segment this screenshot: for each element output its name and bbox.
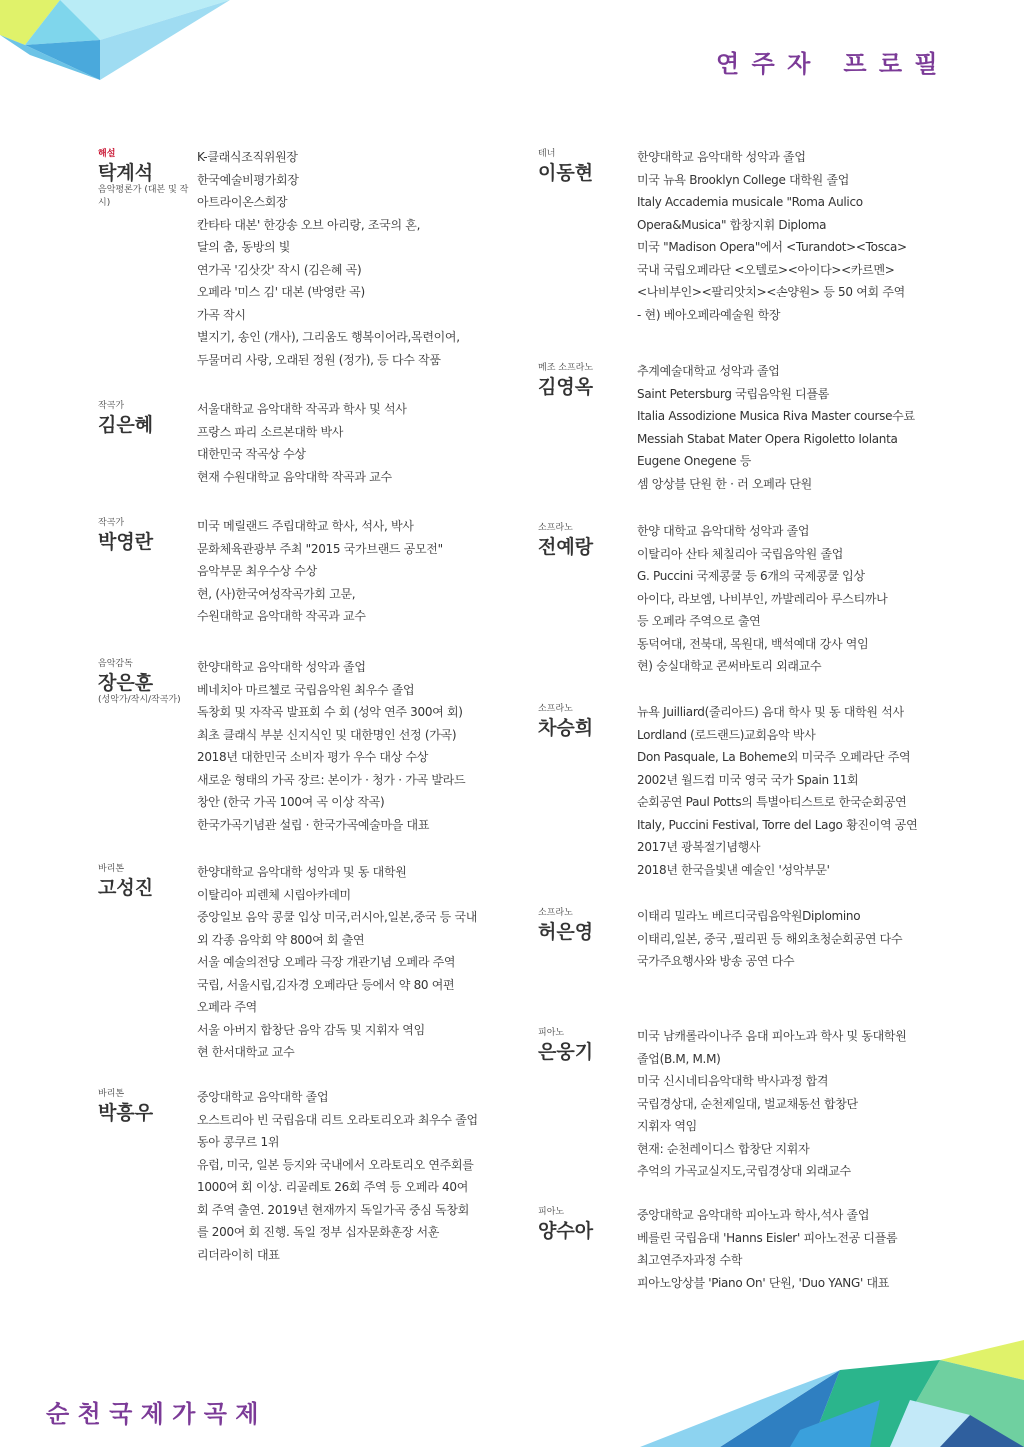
profile-detail: 국가주요행사와 방송 공연 다수: [637, 954, 795, 968]
profile-role: 피아노: [538, 1028, 565, 1038]
profile-detail: 한양대학교 음악대학 성악과 졸업: [637, 150, 806, 164]
profile-detail: 순회공연 Paul Potts의 특별아티스트로 한국순회공연: [637, 795, 907, 809]
profile-detail: 리더라이히 대표: [197, 1247, 280, 1262]
profile-detail: 미국 뉴욕 Brooklyn College 대학원 졸업: [637, 172, 850, 187]
profile-detail: Messiah Stabat Mater Opera Rigoletto Iolanta: [637, 431, 898, 446]
profile-detail: Italy, Puccini Festival, Torre del Lago 황진이역 공연: [637, 817, 918, 832]
profile-details: [637, 360, 1024, 495]
profile-name: 양수아: [538, 1220, 594, 1242]
profile-detail: 미국 "Madison Opera"에서 <Turandot><Tosca>: [637, 240, 907, 254]
profile-role: 메조 소프라노: [538, 363, 594, 373]
profile-detail: 최초 클래식 부분 신지식인 및 대한명인 선정 (가곡): [197, 727, 457, 742]
profile-details: [637, 1025, 1024, 1183]
footer-festival-title: 순 천 국 제 가 곡 제: [46, 1400, 259, 1428]
profile-detail: 최고연주자과정 수학: [637, 1253, 743, 1267]
profile-detail: K-클래식조직위원장: [197, 150, 298, 164]
profile-detail: 한국예술비평가회장: [197, 172, 299, 187]
profile-detail: 등 오페라 주역으로 출연: [637, 614, 761, 628]
profile-detail: 오스트리아 빈 국립음대 리트 오라토리오과 최우수 졸업: [197, 1112, 478, 1127]
profile-detail: 현재 수원대학교 음악대학 작곡과 교수: [197, 469, 392, 484]
profile-details: [197, 515, 587, 628]
profile-name: 김은혜: [98, 414, 154, 436]
profile-detail: 서울대학교 음악대학 작곡과 학사 및 석사: [197, 402, 407, 416]
profile-detail: 창안 (한국 가곡 100여 곡 이상 작곡): [197, 795, 385, 809]
profile-role: 해설: [98, 149, 116, 159]
profile-role: 피아노: [538, 1207, 565, 1217]
profile-detail: 국내 국립오페라단 <오텔로><아이다><카르멘>: [637, 262, 895, 277]
profile-detail: 오페라 '미스 김' 대본 (박영란 곡): [197, 285, 365, 299]
profile-details: [637, 146, 1024, 326]
profile-details: [197, 861, 587, 1064]
profile-detail: 셈 앙상블 단원 한 · 러 오페라 단원: [637, 476, 812, 491]
profile-detail: 외 각종 음악회 약 800여 회 출연: [197, 932, 365, 947]
profile-role: 소프라노: [538, 523, 573, 533]
profile-name: 탁계석: [98, 162, 154, 184]
profile-detail: Italia Assodizione Musica Riva Master course수료: [637, 409, 915, 423]
profile-detail: 칸타타 대본' 한강송 오브 아리랑, 조국의 혼,: [197, 217, 421, 232]
profile-detail: 문화체육관광부 주최 "2015 국가브랜드 공모전": [197, 541, 443, 556]
profile-detail: 두물머리 사랑, 오래된 정원 (정가), 등 다수 작품: [197, 352, 441, 367]
profile-detail: 회 주역 출연. 2019년 현재까지 독일가곡 중심 독창회: [197, 1202, 470, 1217]
profile-detail: 한국가곡기념관 설립 · 한국가곡예술마을 대표: [197, 817, 430, 832]
profile-detail: 서울 아버지 합창단 음악 감독 및 지휘자 역임: [197, 1022, 425, 1037]
profile-details: [637, 701, 1024, 881]
right-profile-column: [538, 0, 1018, 1447]
profile-detail: 중앙대학교 음악대학 졸업: [197, 1090, 329, 1104]
profile-name: 장은훈: [98, 672, 154, 694]
profile-name: 김영옥: [538, 376, 594, 398]
left-profile-column: [98, 0, 578, 1447]
profile-details: [197, 146, 587, 371]
profile-name: 허은영: [538, 921, 594, 943]
profile-name: 은웅기: [538, 1041, 594, 1063]
profile-details: [637, 1204, 1024, 1294]
profile-subtitle: 음악평론가 (대본 및 작시): [98, 185, 189, 208]
profile-details: [197, 656, 587, 836]
profile-detail: 2018년 대한민국 소비자 평가 우수 대상 수상: [197, 750, 429, 764]
profile-role: 테너: [538, 149, 556, 159]
profile-detail: 2017년 광복절기념행사: [637, 840, 761, 854]
profile-role: 소프라노: [538, 704, 573, 714]
profile-detail: 별지기, 송인 (개사), 그리움도 행복이어라,목련이여,: [197, 330, 460, 344]
profile-detail: 현재: 순천레이디스 합창단 지휘자: [637, 1141, 810, 1156]
profile-detail: 미국 남캐롤라이나주 음대 피아노과 학사 및 동대학원: [637, 1029, 907, 1043]
profile-detail: 2018년 한국을빛낸 예술인 '성악부문': [637, 862, 830, 877]
profile-detail: 추계예술대학교 성악과 졸업: [637, 364, 780, 378]
profile-detail: 프랑스 파리 소르본대학 박사: [197, 424, 344, 439]
profile-detail: 이탈리아 산타 체칠리아 국립음악원 졸업: [637, 546, 844, 561]
profile-detail: 베를린 국립음대 'Hanns Eisler' 피아노전공 디플롬: [637, 1230, 898, 1245]
profile-detail: 현, (사)한국여성작곡가회 고문,: [197, 586, 356, 601]
profile-detail: 동덕여대, 전북대, 목원대, 백석예대 강사 역임: [637, 636, 869, 651]
profile-detail: 아이다, 라보엠, 나비부인, 까발레리아 루스티까나: [637, 591, 888, 606]
profile-detail: 2002년 월드컵 미국 영국 국가 Spain 11회: [637, 772, 859, 787]
profile-detail: 국립경상대, 순천제일대, 벌교채동선 합창단: [637, 1096, 858, 1111]
profile-subtitle: (성악가/작시/작곡가): [98, 695, 181, 705]
profile-role: 작곡가: [98, 401, 125, 411]
profile-name: 차승희: [538, 717, 594, 739]
profile-detail: 현 한서대학교 교수: [197, 1045, 295, 1059]
profile-name: 박흥우: [98, 1102, 154, 1124]
profile-detail: 연가곡 '김삿갓' 작시 (김은혜 곡): [197, 262, 362, 277]
profile-detail: 이태리,일본, 중국 ,필리핀 등 해외초청순회공연 다수: [637, 931, 903, 946]
profile-name: 전예랑: [538, 536, 594, 558]
profile-role: 바리톤: [98, 1089, 125, 1099]
profile-name: 고성진: [98, 877, 154, 899]
profile-detail: 1000여 회 이상. 리골레토 26회 주역 등 오페라 40여: [197, 1180, 468, 1194]
profile-detail: 이탈리아 피렌체 시립아카데미: [197, 887, 351, 902]
profile-detail: 대한민국 작곡상 수상: [197, 447, 306, 461]
profile-name: 이동현: [538, 162, 594, 184]
profile-detail: 오페라 주역: [197, 1000, 257, 1014]
profile-detail: Opera&Musica" 합창지휘 Diploma: [637, 217, 827, 232]
profile-detail: 한양대학교 음악대학 성악과 및 동 대학원: [197, 865, 407, 879]
profile-detail: 음악부문 최우수상 수상: [197, 564, 317, 578]
profile-detail: - 현) 베아오페라예술원 학장: [637, 307, 781, 322]
profile-detail: 현) 숭실대학교 콘써바토리 외래교수: [637, 659, 822, 673]
page-title: 연 주 자 프 로 필: [716, 50, 940, 78]
profile-detail: 피아노앙상블 'Piano On' 단원, 'Duo YANG' 대표: [637, 1275, 890, 1290]
profile-detail: 미국 메릴랜드 주립대학교 학사, 석사, 박사: [197, 519, 414, 533]
profile-detail: 달의 춤, 동방의 빛: [197, 240, 291, 254]
profile-detail: 서울 예술의전당 오페라 극장 개관기념 오페라 주역: [197, 955, 456, 969]
profile-role: 음악감독: [98, 659, 133, 669]
profile-detail: 중앙일보 음악 콩쿨 입상 미국,러시아,일본,중국 등 국내: [197, 910, 478, 924]
profile-detail: Don Pasquale, La Boheme외 미국주 오페라단 주역: [637, 750, 911, 764]
profile-detail: 가곡 작시: [197, 307, 246, 322]
profile-detail: 를 200여 회 진행. 독일 정부 십자문화훈장 서훈: [197, 1225, 440, 1239]
profile-detail: 추억의 가곡교실지도,국립경상대 외래교수: [637, 1164, 851, 1178]
profile-role: 바리톤: [98, 864, 125, 874]
profile-detail: 이태리 밀라노 베르디국립음악원Diplomino: [637, 909, 861, 923]
profile-detail: <나비부인><팔리앗치><손양원> 등 50 여회 주역: [637, 285, 905, 299]
profile-detail: 중앙대학교 음악대학 피아노과 학사,석사 졸업: [637, 1208, 870, 1222]
profile-detail: 동아 콩쿠르 1위: [197, 1135, 280, 1149]
profile-detail: 졸업(B.M, M.M): [637, 1051, 721, 1066]
profile-detail: 지휘자 역임: [637, 1119, 697, 1133]
profile-detail: 새로운 형태의 가곡 장르: 본이가 · 청가 · 가곡 발라드: [197, 772, 466, 787]
profile-detail: 미국 신시네티음악대학 박사과정 합격: [637, 1074, 829, 1088]
profile-role: 작곡가: [98, 518, 125, 528]
profile-details: [197, 1086, 587, 1266]
profile-detail: 유럽, 미국, 일본 등지와 국내에서 오라토리오 연주회를: [197, 1157, 474, 1172]
profile-detail: Saint Petersburg 국립음악원 디플롬: [637, 386, 830, 401]
profile-detail: 한양대학교 음악대학 성악과 졸업: [197, 660, 366, 674]
profile-detail: G. Puccini 국제콩쿨 등 6개의 국제콩쿨 입상: [637, 569, 865, 583]
profile-detail: 한양 대학교 음악대학 성악과 졸업: [637, 524, 810, 538]
profile-detail: 베네치아 마르첼로 국립음악원 최우수 졸업: [197, 682, 415, 697]
profile-name: 박영란: [98, 531, 154, 553]
profile-details: [197, 398, 587, 488]
profile-detail: Italy Accademia musicale "Roma Aulico: [637, 195, 863, 209]
profile-detail: Eugene Onegene 등: [637, 454, 752, 468]
profile-detail: 국립, 서울시립,김자경 오페라단 등에서 약 80 여편: [197, 977, 455, 992]
profile-details: [637, 905, 1024, 973]
profile-details: [637, 520, 1024, 678]
profile-detail: 아트라이온스회장: [197, 195, 288, 209]
profile-detail: 독창회 및 자작곡 발표회 수 회 (성악 연주 300여 회): [197, 705, 463, 719]
profile-role: 소프라노: [538, 908, 573, 918]
profile-detail: 뉴욕 Juilliard(줄리아드) 음대 학사 및 동 대학원 석사: [637, 705, 904, 719]
profile-detail: Lordland (로드랜드)교회음악 박사: [637, 727, 816, 742]
profile-detail: 수원대학교 음악대학 작곡과 교수: [197, 609, 366, 623]
